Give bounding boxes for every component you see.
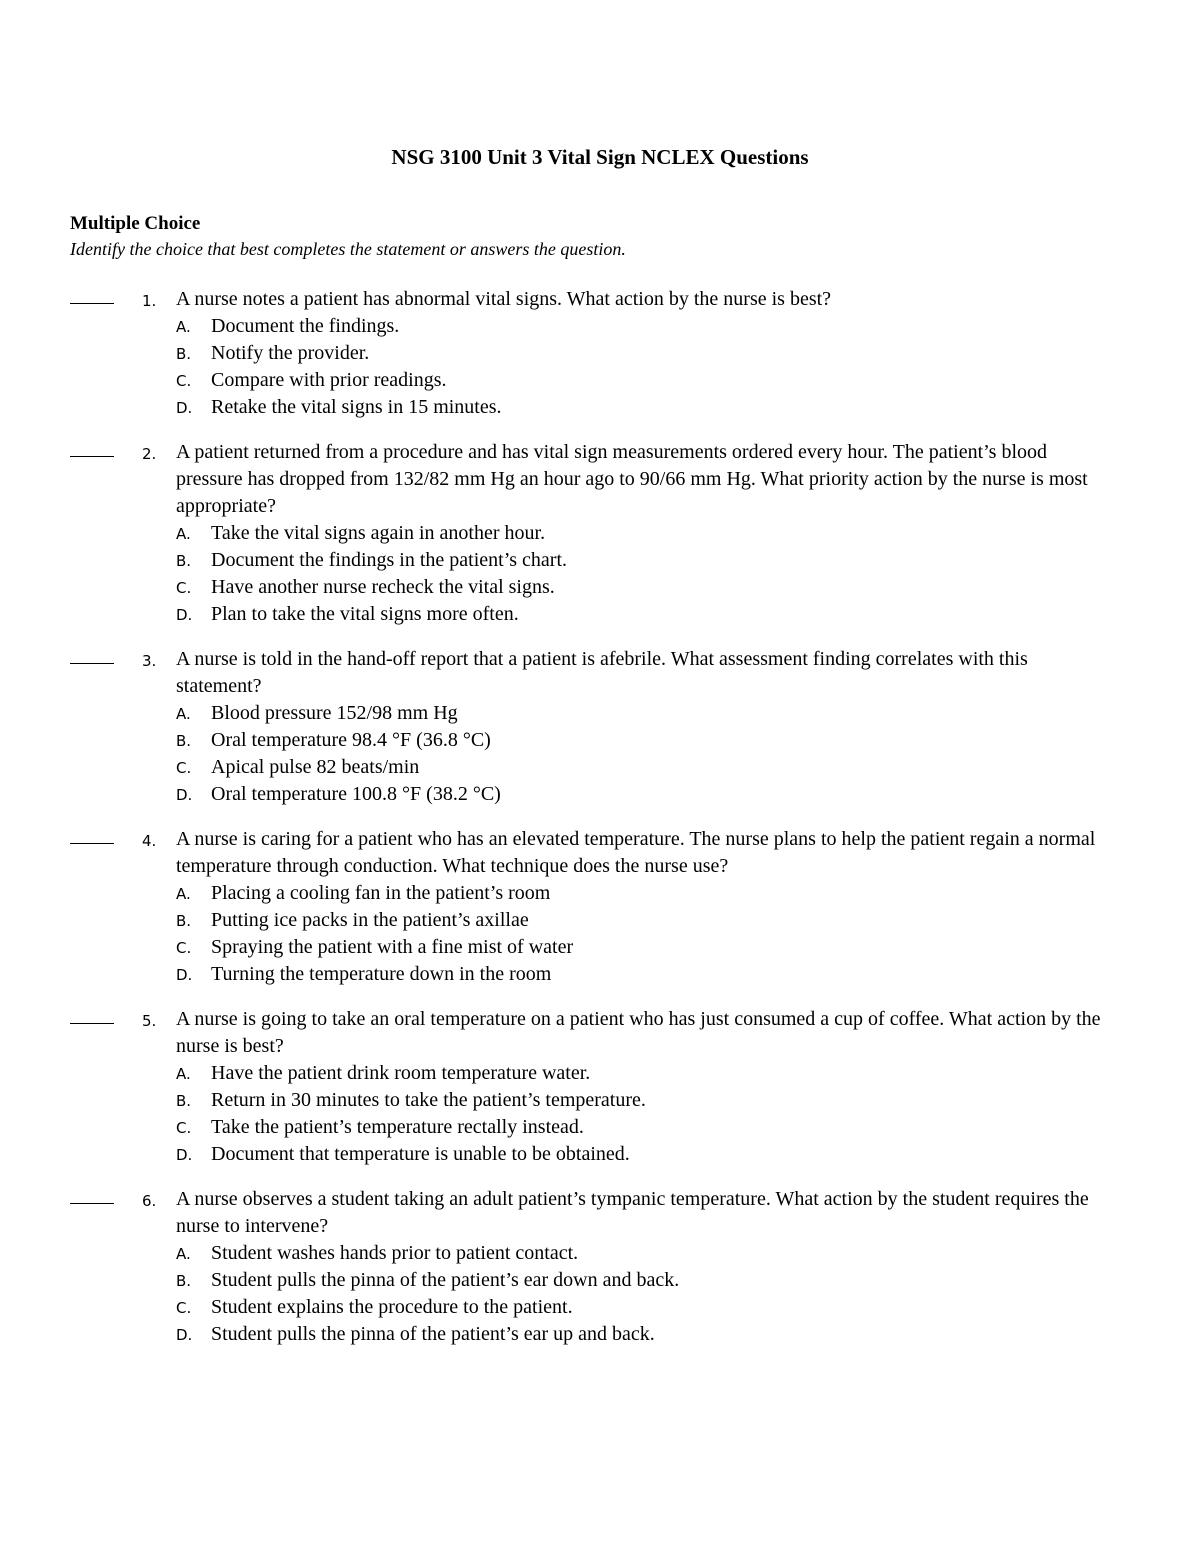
option-text: Blood pressure 152/98 mm Hg <box>211 702 458 724</box>
option-letter: D. <box>176 399 193 417</box>
option-text: Student pulls the pinna of the patient’s ear up and back. <box>211 1323 655 1345</box>
option-item <box>176 1060 1200 1087</box>
option-letter: A. <box>176 318 191 336</box>
option-text: Placing a cooling fan in the patient’s room <box>211 882 551 904</box>
option-letter: A. <box>176 525 191 543</box>
option-text: Document the findings. <box>211 315 400 337</box>
option-item <box>176 907 1200 934</box>
question-list <box>0 286 1200 1366</box>
option-text: Have another nurse recheck the vital signs. <box>211 576 555 598</box>
question-item <box>0 826 1200 988</box>
option-letter: D. <box>176 1146 193 1164</box>
question-stem: A nurse is caring for a patient who has an elevated temperature. The nurse plans to help the patient regain a normal temperature through conduction. What technique does the nurse use? <box>176 828 1096 877</box>
option-item <box>176 574 1200 601</box>
option-letter: C. <box>176 759 192 777</box>
option-letter: D. <box>176 1326 193 1344</box>
option-text: Spraying the patient with a fine mist of water <box>211 936 574 958</box>
option-text: Return in 30 minutes to take the patient’s temperature. <box>211 1089 646 1111</box>
option-letter: B. <box>176 552 192 570</box>
option-text: Document the findings in the patient’s chart. <box>211 549 568 571</box>
question-item <box>0 646 1200 808</box>
option-item <box>176 754 1200 781</box>
answer-blank <box>70 1203 114 1204</box>
answer-blank <box>70 1023 114 1024</box>
question-stem: A nurse observes a student taking an adult patient’s tympanic temperature. What action by the student requires the nurse to intervene? <box>176 1188 1089 1237</box>
answer-blank <box>70 663 114 664</box>
option-item <box>176 1294 1200 1321</box>
option-text: Student washes hands prior to patient contact. <box>211 1242 579 1264</box>
option-text: Putting ice packs in the patient’s axillae <box>211 909 529 931</box>
option-letter: D. <box>176 786 193 804</box>
option-letter: B. <box>176 732 192 750</box>
option-letter: B. <box>176 345 192 363</box>
option-list <box>0 700 1200 808</box>
option-text: Plan to take the vital signs more often. <box>211 603 519 625</box>
option-list <box>0 880 1200 988</box>
option-item <box>176 934 1200 961</box>
question-item <box>0 1006 1200 1168</box>
question-number: 3. <box>142 652 157 670</box>
option-item <box>176 1141 1200 1168</box>
answer-blank <box>70 843 114 844</box>
option-item <box>176 340 1200 367</box>
option-item <box>176 781 1200 808</box>
option-list <box>0 313 1200 421</box>
option-text: Document that temperature is unable to be obtained. <box>211 1143 630 1165</box>
option-text: Student pulls the pinna of the patient’s ear down and back. <box>211 1269 680 1291</box>
option-letter: B. <box>176 912 192 930</box>
option-item <box>176 367 1200 394</box>
section-heading: Multiple Choice <box>70 213 201 234</box>
option-text: Oral temperature 100.8 °F (38.2 °C) <box>211 783 501 805</box>
question-stem: A nurse is going to take an oral temperature on a patient who has just consumed a cup of coffee. What action by the nurse is best? <box>176 1008 1101 1057</box>
option-text: Turning the temperature down in the room <box>211 963 552 985</box>
option-item <box>176 313 1200 340</box>
option-letter: C. <box>176 1119 192 1137</box>
option-letter: C. <box>176 372 192 390</box>
question-number: 2. <box>142 445 157 463</box>
question-stem: A patient returned from a procedure and has vital sign measurements ordered every hour. The patient’s blood pressure has dropped from 132/82 mm Hg an hour ago to 90/66 mm Hg. What priority action by the nurse is most appropriate? <box>176 441 1088 517</box>
option-list <box>0 1240 1200 1348</box>
option-letter: D. <box>176 606 193 624</box>
option-text: Student explains the procedure to the patient. <box>211 1296 573 1318</box>
option-letter: C. <box>176 1299 192 1317</box>
option-item <box>176 1087 1200 1114</box>
option-text: Have the patient drink room temperature water. <box>211 1062 591 1084</box>
question-number: 4. <box>142 832 157 850</box>
option-text: Apical pulse 82 beats/min <box>211 756 420 778</box>
option-item <box>176 1321 1200 1348</box>
option-item <box>176 1114 1200 1141</box>
page-title: NSG 3100 Unit 3 Vital Sign NCLEX Questions <box>391 145 809 169</box>
option-text: Take the patient’s temperature rectally instead. <box>211 1116 584 1138</box>
option-letter: C. <box>176 579 192 597</box>
option-letter: A. <box>176 885 191 903</box>
question-number: 5. <box>142 1012 157 1030</box>
option-text: Retake the vital signs in 15 minutes. <box>211 396 502 418</box>
option-item <box>176 520 1200 547</box>
question-item <box>0 286 1200 421</box>
option-letter: B. <box>176 1272 192 1290</box>
option-text: Notify the provider. <box>211 342 370 364</box>
option-letter: C. <box>176 939 192 957</box>
option-item <box>176 601 1200 628</box>
option-item <box>176 394 1200 421</box>
option-list <box>0 520 1200 628</box>
option-letter: A. <box>176 705 191 723</box>
answer-blank <box>70 303 114 304</box>
option-item <box>176 700 1200 727</box>
question-item <box>0 1186 1200 1348</box>
question-item <box>0 439 1200 628</box>
option-letter: A. <box>176 1245 191 1263</box>
option-letter: D. <box>176 966 193 984</box>
question-number: 6. <box>142 1192 157 1210</box>
option-item <box>176 727 1200 754</box>
option-item <box>176 880 1200 907</box>
option-item <box>176 961 1200 988</box>
question-stem: A nurse notes a patient has abnormal vital signs. What action by the nurse is best? <box>176 288 832 310</box>
option-text: Compare with prior readings. <box>211 369 447 391</box>
option-item <box>176 547 1200 574</box>
option-text: Take the vital signs again in another hour. <box>211 522 546 544</box>
option-item <box>176 1267 1200 1294</box>
answer-blank <box>70 456 114 457</box>
question-stem: A nurse is told in the hand-off report that a patient is afebrile. What assessment finding correlates with this statement? <box>176 648 1028 697</box>
option-letter: A. <box>176 1065 191 1083</box>
option-letter: B. <box>176 1092 192 1110</box>
question-number: 1. <box>142 292 157 310</box>
option-list <box>0 1060 1200 1168</box>
instructions-text: Identify the choice that best completes the statement or answers the question. <box>70 239 626 259</box>
option-item <box>176 1240 1200 1267</box>
option-text: Oral temperature 98.4 °F (36.8 °C) <box>211 729 491 751</box>
